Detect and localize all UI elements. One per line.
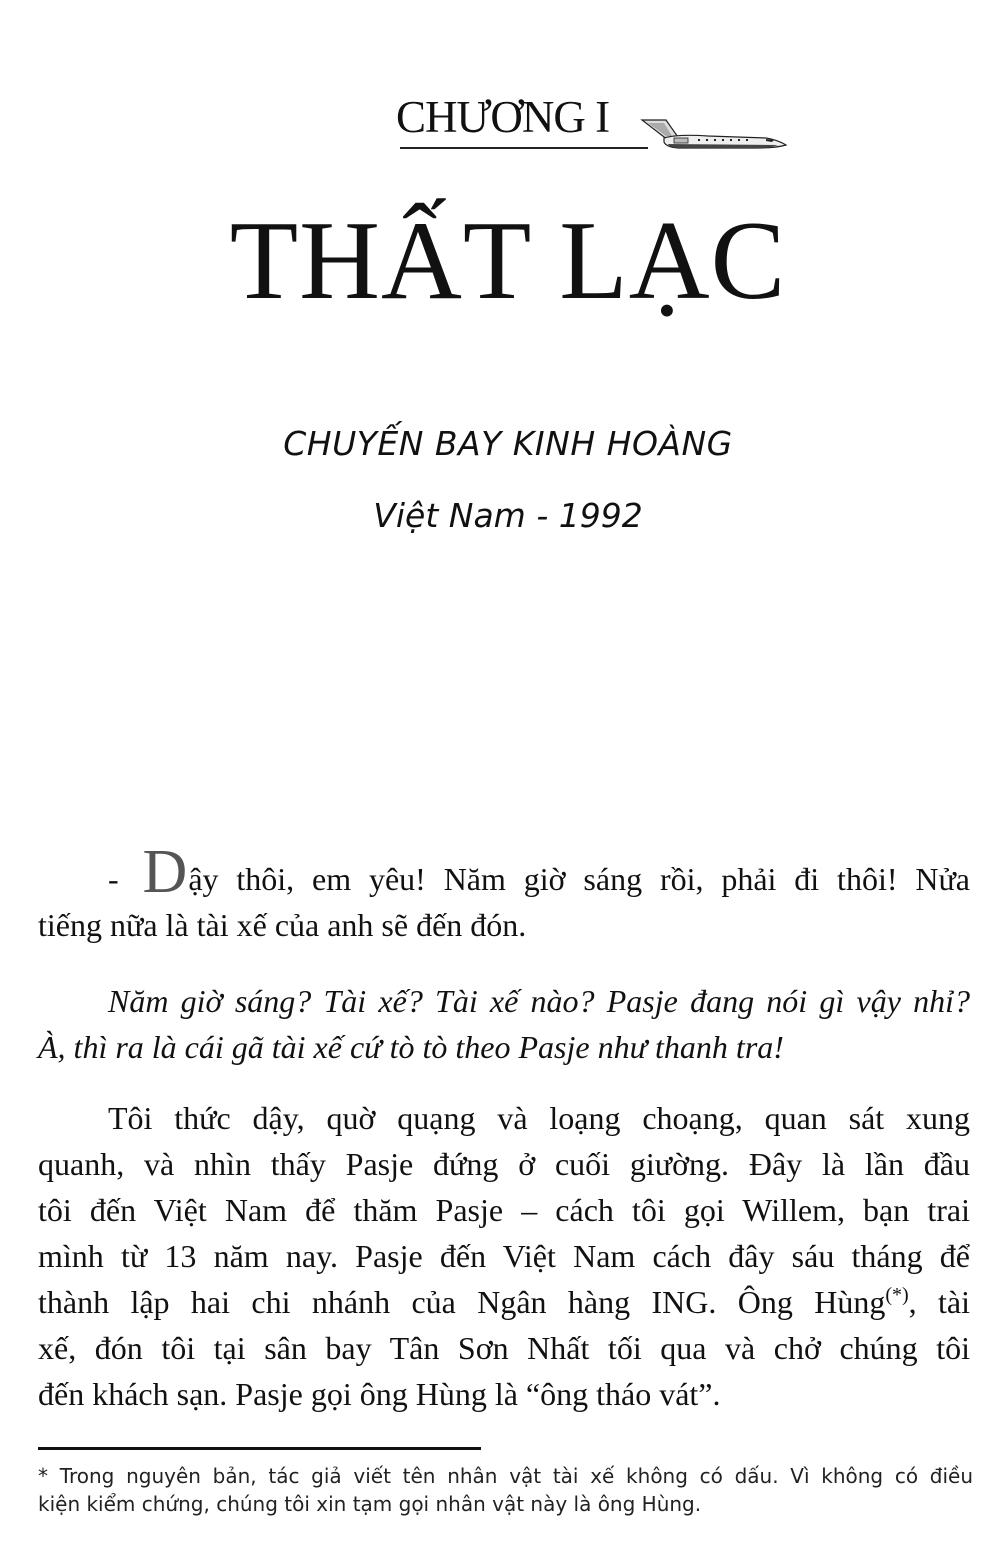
text-line: quanh, và nhìn thấy Pasje đứng ở cuối giường. Đây là lần đầu [38, 1146, 970, 1182]
text-line-content: ậy thôi, em yêu! Năm giờ sáng rồi, phải đi thôi! Nửa [188, 861, 971, 897]
text-line: Tôi thức dậy, quờ quạng và loạng choạng, quan sát xung [108, 1100, 970, 1136]
chapter-title: THẤT LẠC [229, 199, 787, 323]
text-line [38, 1279, 970, 1325]
paragraph-3 [38, 1095, 970, 1417]
footnote-reference[interactable]: (*) [885, 1284, 909, 1306]
text-line: À, thì ra là cái gã tài xế cứ tò tò theo Pasje như thanh tra! [38, 1029, 784, 1065]
chapter-underline [400, 147, 648, 149]
chapter-place-year: Việt Nam - 1992 [373, 496, 643, 535]
footnote [38, 1462, 973, 1518]
chapter-header [396, 92, 796, 156]
dialogue-dash: - [108, 861, 137, 897]
footnote-line: * Trong nguyên bản, tác giả viết tên nhân vật tài xế không có dấu. Vì không có điều [38, 1464, 973, 1488]
text-line: đến khách sạn. Pasje gọi ông Hùng là “ông tháo vát”. [38, 1376, 721, 1412]
chapter-subtitle: CHUYẾN BAY KINH HOÀNG [283, 424, 733, 463]
text-line: Năm giờ sáng? Tài xế? Tài xế nào? Pasje đang nói gì vậy nhỉ? [108, 983, 970, 1019]
footnote-line: kiện kiểm chứng, chúng tôi xin tạm gọi nhân vật này là ông Hùng. [38, 1492, 702, 1516]
chapter-label: CHƯƠNG I [396, 92, 610, 142]
text-line: xế, đón tôi tại sân bay Tân Sơn Nhất tối qua và chở chúng tôi [38, 1330, 970, 1366]
text-line: tiếng nữa là tài xế của anh sẽ đến đón. [38, 907, 527, 943]
drop-cap: D [142, 838, 188, 906]
paragraph-1 [38, 838, 971, 948]
airplane-icon [638, 114, 788, 154]
text-line-content: thành lập hai chi nhánh của Ngân hàng ING. Ông Hùng [38, 1284, 886, 1320]
text-line-tail: , tài [908, 1284, 971, 1320]
footnote-divider [38, 1447, 481, 1450]
text-line: tôi đến Việt Nam để thăm Pasje – cách tôi gọi Willem, bạn trai [38, 1192, 970, 1228]
text-line [38, 838, 971, 906]
paragraph-2-italic [38, 978, 970, 1070]
text-line: mình từ 13 năm nay. Pasje đến Việt Nam cách đây sáu tháng để [38, 1238, 970, 1274]
